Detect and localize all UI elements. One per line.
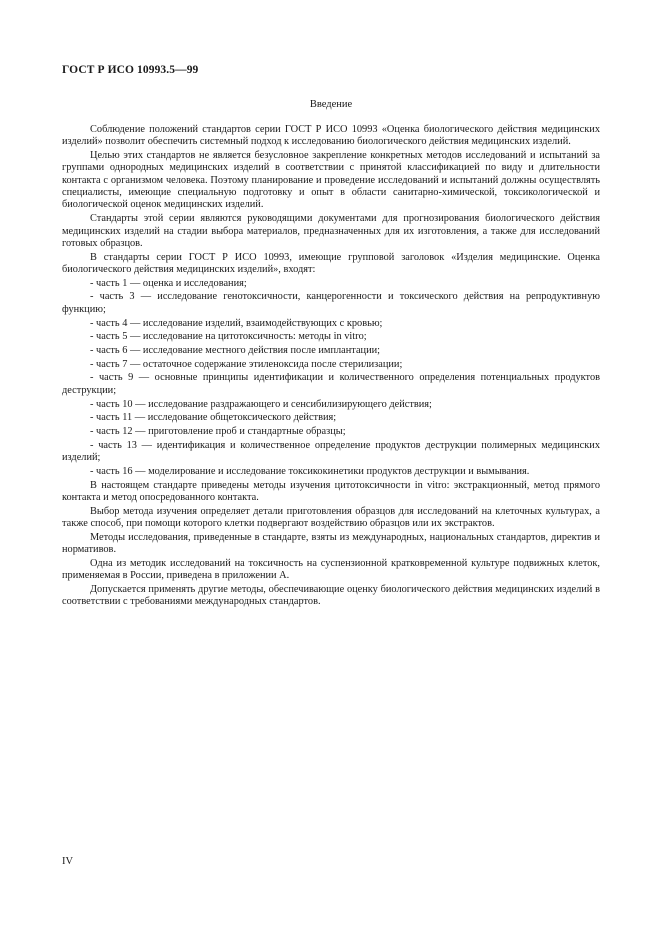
list-item: - часть 9 — основные принципы идентификации и количественного определения потенциальных продуктов деструкции; [62,372,600,396]
list-item: - часть 16 — моделирование и исследование токсикокинетики продуктов деструкции и вымывания. [90,465,530,477]
paragraph: В стандарты серии ГОСТ Р ИСО 10993, имеющие групповой заголовок «Изделия медицинские. Оценка биологического действия медицинских изделий», входят: [62,251,600,275]
paragraph: Допускается применять другие методы, обеспечивающие оценку биологического действия медицинских изделий в соответствии с требованиями международных стандартов. [62,583,600,608]
paragraph: Стандарты этой серии являются руководящими документами для прогнозирования биологического действия медицинских изделий на стадии выбора материалов, предназначенных для их изготовления, а также для исследований готовых образцов. [62,213,600,249]
list-item: - часть 7 — остаточное содержание этиленоксида после стерилизации; [90,358,403,370]
list-item: - часть 10 — исследование раздражающего и сенсибилизирующего действия; [90,398,432,410]
list-item: - часть 5 — исследование на цитотоксичность: методы in vitro; [90,331,367,343]
list-item: - часть 3 — исследование генотоксичности, канцерогенности и токсического действия на репродуктивную функцию; [62,291,600,315]
paragraph: Методы исследования, приведенные в стандарте, взяты из международных, национальных стандартов, директив и нормативов. [62,531,600,556]
list-item: - часть 1 — оценка и исследования; [90,277,247,289]
paragraph: В настоящем стандарте приведены методы изучения цитотоксичности in vitro: экстракционный, метод прямого контакта и метод опосредованного контакта. [62,479,600,503]
section-title: Введение [309,99,353,110]
page-number: IV [62,856,74,867]
paragraph: Соблюдение положений стандартов серии ГОСТ Р ИСО 10993 «Оценка биологического действия медицинских изделий» позволит обеспечить системный подход к исследованию биологического действия медицинских изделий. [62,124,600,148]
list-item: - часть 6 — исследование местного действия после имплантации; [90,344,381,356]
document-body [62,124,600,610]
list-item: - часть 12 — приготовление проб и стандартные образцы; [90,425,346,437]
standard-designation: ГОСТ Р ИСО 10993.5—99 [62,64,199,76]
paragraph: Выбор метода изучения определяет детали приготовления образцов для исследований на клеточных культурах, а также способ, при помощи которого клетки подвергают воздействию образцов или их экстрактов. [62,505,600,529]
paragraph: Одна из методик исследований на токсичность на суспензионной кратковременной культуре подвижных клеток, применяемая в России, приведена в приложении А. [62,557,600,582]
list-item: - часть 13 — идентификация и количественное определение продуктов деструкции полимерных медицинских изделий; [62,439,600,464]
list-item: - часть 11 — исследование общетоксического действия; [90,412,337,424]
list-item: - часть 4 — исследование изделий, взаимодействующих с кровью; [90,317,383,329]
paragraph: Целью этих стандартов не является безусловное закрепление конкретных методов исследований и испытаний за группами однородных медицинских изделий в соответствии с принятой классификацией по виду и длительности контакта с организмом человека. Поэтому планирование и проведение исследований и испытаний должны осуществлять специалисты, имеющие специальную подготовку и опыт в области санитарно-химической, токсикологической и биологической оценок медицинских изделий. [62,150,600,211]
